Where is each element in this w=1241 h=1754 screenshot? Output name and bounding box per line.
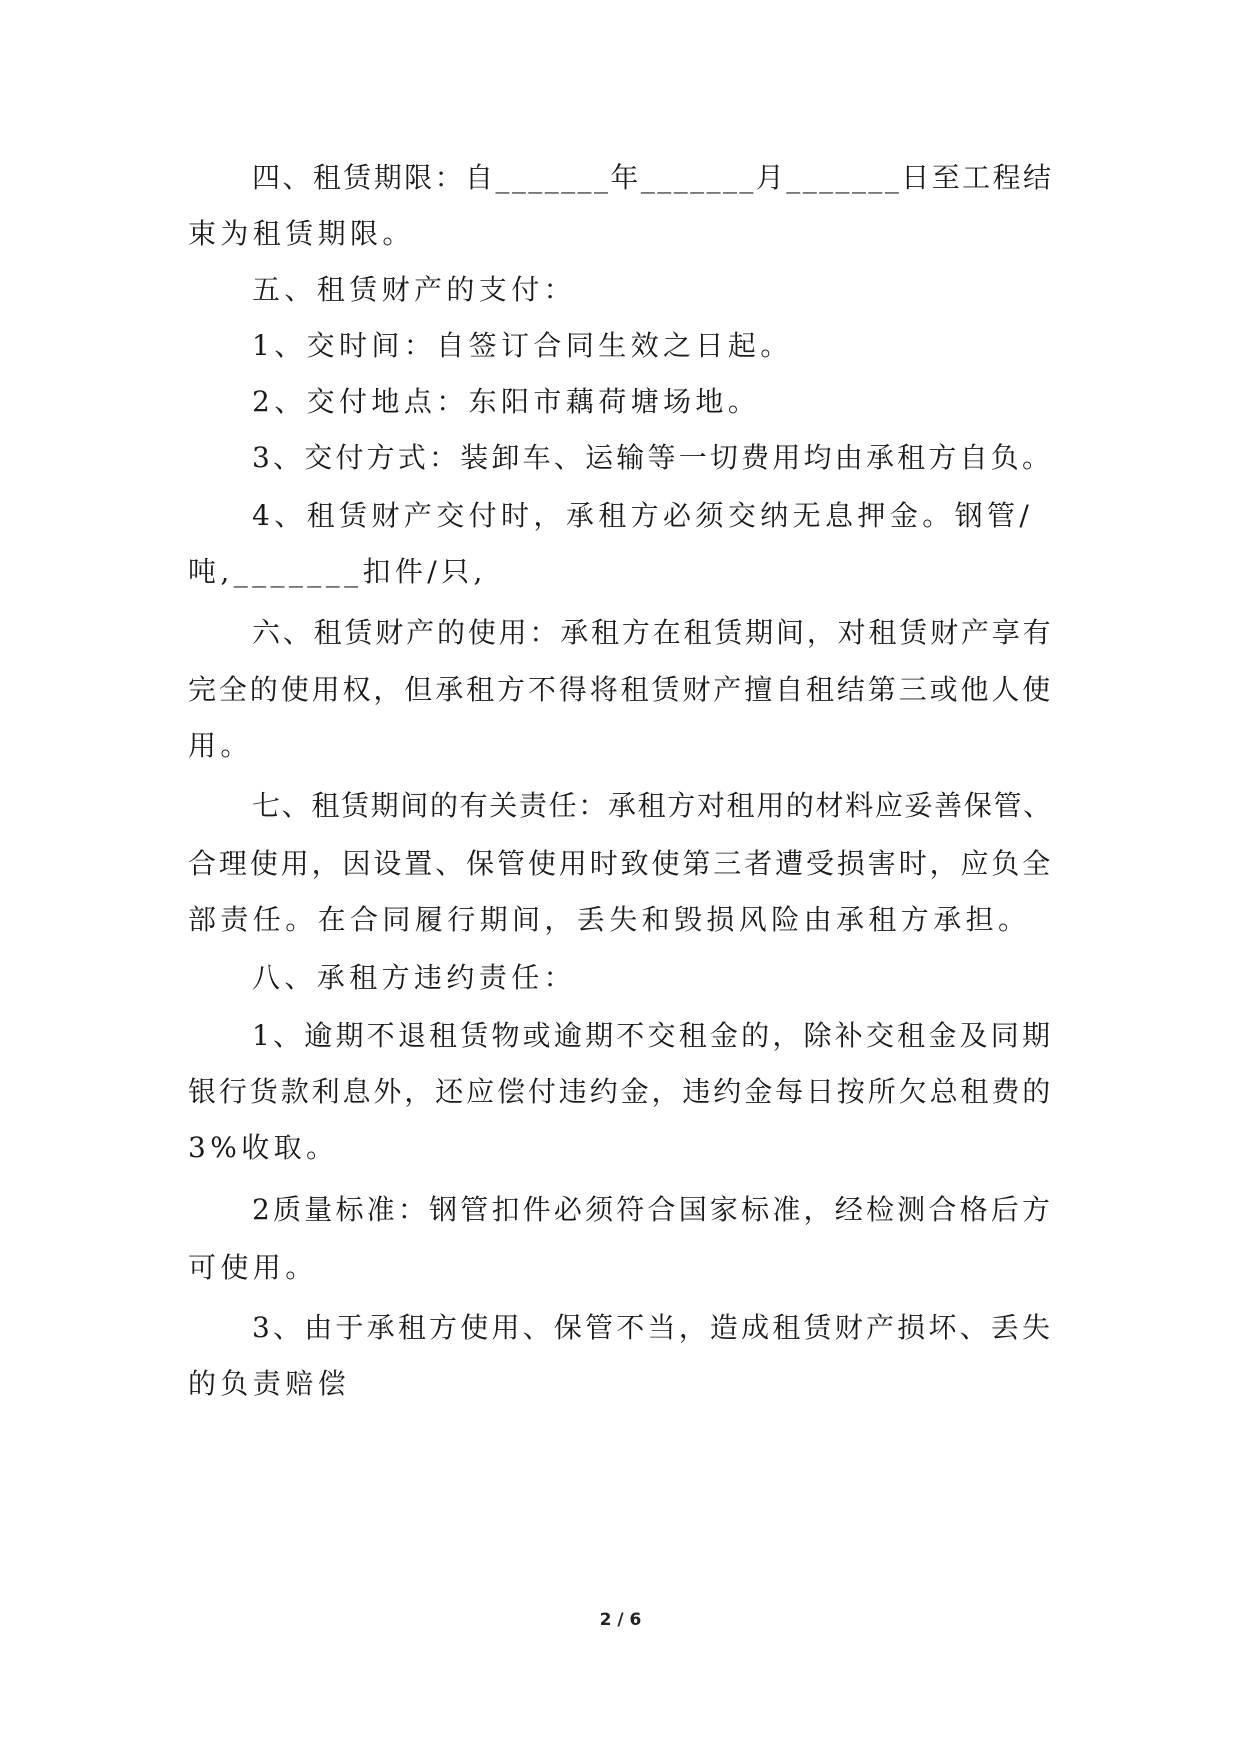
paragraph-line: 1、交时间：自签订合同生效之日起。 [252,329,793,362]
paragraph-line: 1、逾期不退租赁物或逾期不交租金的，除补交租金及同期 [252,1019,1054,1052]
paragraph-line: 3、交付方式：装卸车、运输等一切费用均由承租方自负。 [252,441,1054,474]
paragraph-line: 2质量标准：钢管扣件必须符合国家标准，经检测合格后方 [252,1193,1054,1226]
paragraph-line: 的负责赔偿 [188,1367,351,1400]
paragraph-line: 完全的使用权，但承租方不得将租赁财产擅自租结第三或他人使 [188,673,1054,706]
paragraph-line: 合理使用，因设置、保管使用时致使第三者遭受损害时，应负全 [188,847,1054,880]
paragraph-line: 八、承租方违约责任： [252,961,577,994]
paragraph-line: 用。 [188,729,253,762]
paragraph-line: 四、租赁期限：自_______年_______月_______日至工程结 [252,161,1054,194]
paragraph-line: 4、租赁财产交付时，承租方必须交纳无息押金。钢管/ [252,499,1034,532]
paragraph-line: 2、交付地点：东阳市藕荷塘场地。 [252,385,761,418]
paragraph-line: 七、租赁期间的有关责任：承租方对租用的材料应妥善保管、 [252,789,1053,822]
paragraph-line: 束为租赁期限。 [188,217,415,250]
paragraph-line: 银行货款利息外，还应偿付违约金，违约金每日按所欠总租费的 [188,1075,1054,1108]
paragraph-line: 吨,_______扣件/只, [188,555,487,588]
paragraph-line: 部责任。在合同履行期间，丢失和毁损风险由承租方承担。 [188,903,1031,936]
paragraph-line: 六、租赁财产的使用：承租方在租赁期间，对租赁财产享有 [252,616,1054,649]
page-number: 2 / 6 [599,1610,642,1630]
paragraph-line: 可使用。 [188,1251,318,1284]
paragraph-line: 五、租赁财产的支付： [252,273,577,306]
paragraph-line: 3%收取。 [188,1131,339,1164]
paragraph-line: 3、由于承租方使用、保管不当，造成租赁财产损坏、丢失 [252,1311,1054,1344]
